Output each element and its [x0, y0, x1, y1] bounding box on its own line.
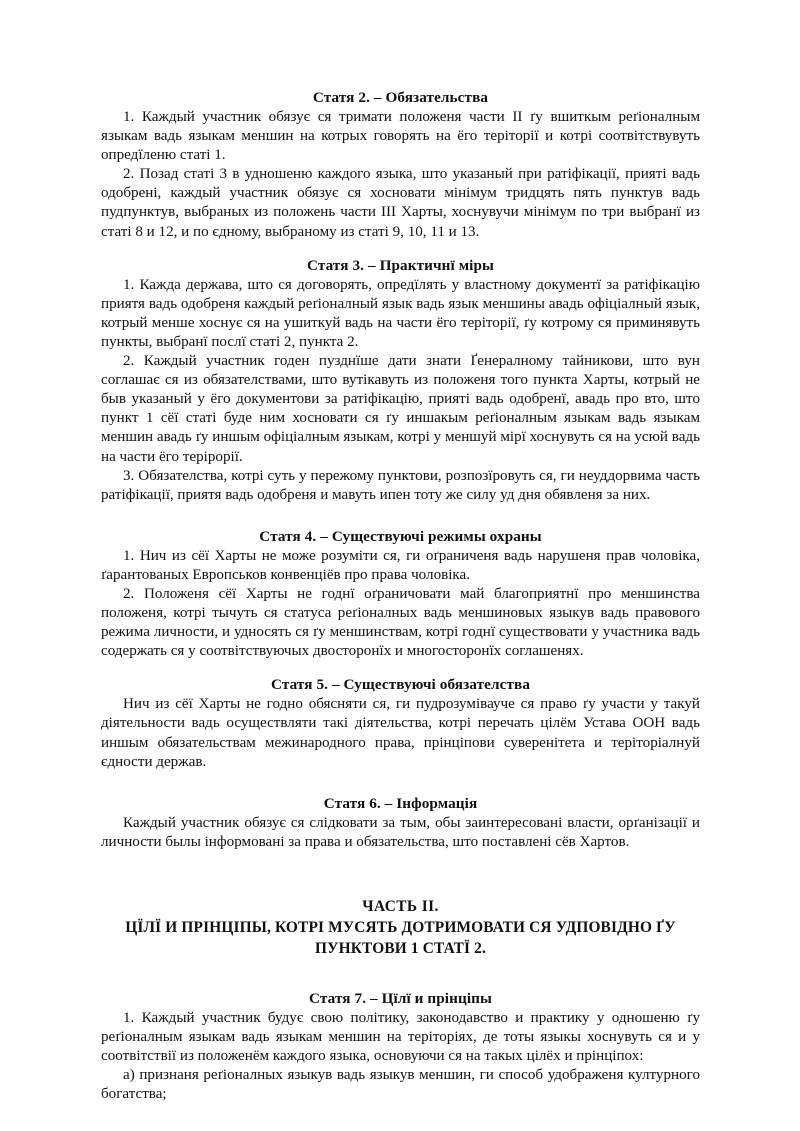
- document-text-body: [101, 88, 700, 1104]
- section-spacer: [101, 661, 700, 675]
- article-7-paragraph-1: 1. Каждый участник будує свою політику, законодавство и практику у одношеню ґу реґіоналным языкам вадь языкам меншин на теріторіях, де тоты языкы хоснувуть ся и у соотвітствії из положенём каждого языка, основуючи ся на такых цілёх и прінціпох:: [101, 1009, 700, 1065]
- article-4-paragraph-1: 1. Нич из сёї Харты не може розуміти ся, ги оґраниченя вадь нарушеня прав чоловіка, ґарантованых Европськов конвенціёв про права чоловіка.: [101, 547, 700, 583]
- article-6-heading: Статя 6. – Інформація: [323, 794, 478, 812]
- article-5-heading: Статя 5. – Существуючі обязателства: [270, 676, 531, 694]
- article-7-heading: Статя 7. – Цїлї и прінціпы: [309, 989, 492, 1007]
- article-7-item-a: а) признаня реґіоналных языкув вадь языкув меншин, ги способ удображеня културного богатства;: [101, 1067, 700, 1103]
- article-4-paragraph-2: 2. Положеня сёї Харты не годнї оґраничовати май благоприятнї про меншинства положеня, котрі тычуть ся статуса реґіоналных вадь меншиновых языкув вадь правового режима личности, и удносять ся ґу меншинствам, котрі годнї существовати у участника вадь содержать ся у соотвітствуючых двосторонїх и многосторонїх соглашенях.: [101, 585, 700, 660]
- article-2-paragraph-1: 1. Каждый участник обязує ся тримати положеня части II ґу вшиткым реґіоналным языкам вадь языкам меншин на котрых говорять на ёго теріторії и котрі соотвітствувуть опредїленю статі 1.: [101, 109, 700, 164]
- article-3-heading: Статя 3. – Практичнї міры: [307, 256, 494, 274]
- article-3-paragraph-1: 1. Кажда держава, што ся договорять, опредїлять у властному документї за ратіфікацію приятя вадь одобреня каждый реґіоналный язык вадь язык меншины авадь офіціалный язык, котрый менше хоснує ся на ушиткуй вадь на части ёго теріторії, ґу котрому ся приминявуть пункты, выбранї послї статі 2, пункта 2.: [101, 276, 700, 350]
- part-2-heading-block: [101, 896, 700, 959]
- part-2-number: ЧАСТЬ II.: [362, 897, 439, 915]
- article-2-paragraph-2: 2. Позад статі 3 в удношеню каждого языка, што указаный при ратіфікації, прияті вадь одобрені, каждый участник обязує ся хосновати мінімум тридцять пять пунктув вадь пудпунктув, выбраных из положень части III Харты, хоснувучи мінімум по три выбранї из статі 8 и 12, и по єдному, выбраному из статі 9, 10, 11 и 13.: [101, 166, 700, 240]
- part-2-title-line-2: ПУНКТОВИ 1 СТАТЇ 2.: [315, 939, 486, 957]
- section-spacer: [101, 505, 700, 527]
- article-3-paragraph-2: 2. Каждый участник годен пузднїше дати знати Ґенералному тайникови, што вун соглашає ся из обязателствами, што вутікавуть из положеня того пункта Харты, котрый не быв указаный у ёго документови за ратіфікацію, прияті вадь одобренї, авадь про вто, што пункт 1 сёї статі буде ним хосновати ся ґу иншакым реґіоналным языкам вадь языкам меншин авадь ґу иншым офіціалным языкам, котрі у меншуй мірї хоснувуть ся на усюй вадь на части ёго теріроріï.: [101, 353, 700, 465]
- part-2-title-line-1: ЦЇЛЇ И ПРІНЦІПЫ, КОТРІ МУСЯТЬ ДОТРИМОВАТИ СЯ УДПОВІДНО ҐУ: [125, 918, 676, 936]
- article-5-paragraph-1: Нич из сёї Харты не годно обясняти ся, ги пудрозумівауче ся право ґу участи у такуй діятельности вадь осуществляти такі діятельства, котрі перечать цілём Устава ООН вадь иншым обязательствам межинародного права, прінціпови суверенітета и теріторіалнуй єдности держав.: [101, 696, 700, 770]
- article-2-heading: Статя 2. – Обязательства: [312, 89, 489, 106]
- section-spacer: [101, 772, 700, 794]
- article-3-paragraph-3: 3. Обязателства, котрі суть у пережому пунктови, розпозїровуть ся, ги неуддорвима часть ратіфікації, приятя вадь одобреня и мавуть ипен тоту же силу уд дня обявленя за них.: [101, 467, 700, 503]
- section-spacer: [101, 959, 700, 989]
- article-6-paragraph-1: Каждый участник обязує ся слідковати за тым, обы заинтересовані власти, орґанізації и личности былы інформовані за права и обязательства, што поставлені сёв Хартов.: [101, 814, 700, 850]
- article-4-heading: Статя 4. – Существуючі режимы охраны: [259, 527, 542, 545]
- section-spacer: [101, 242, 700, 256]
